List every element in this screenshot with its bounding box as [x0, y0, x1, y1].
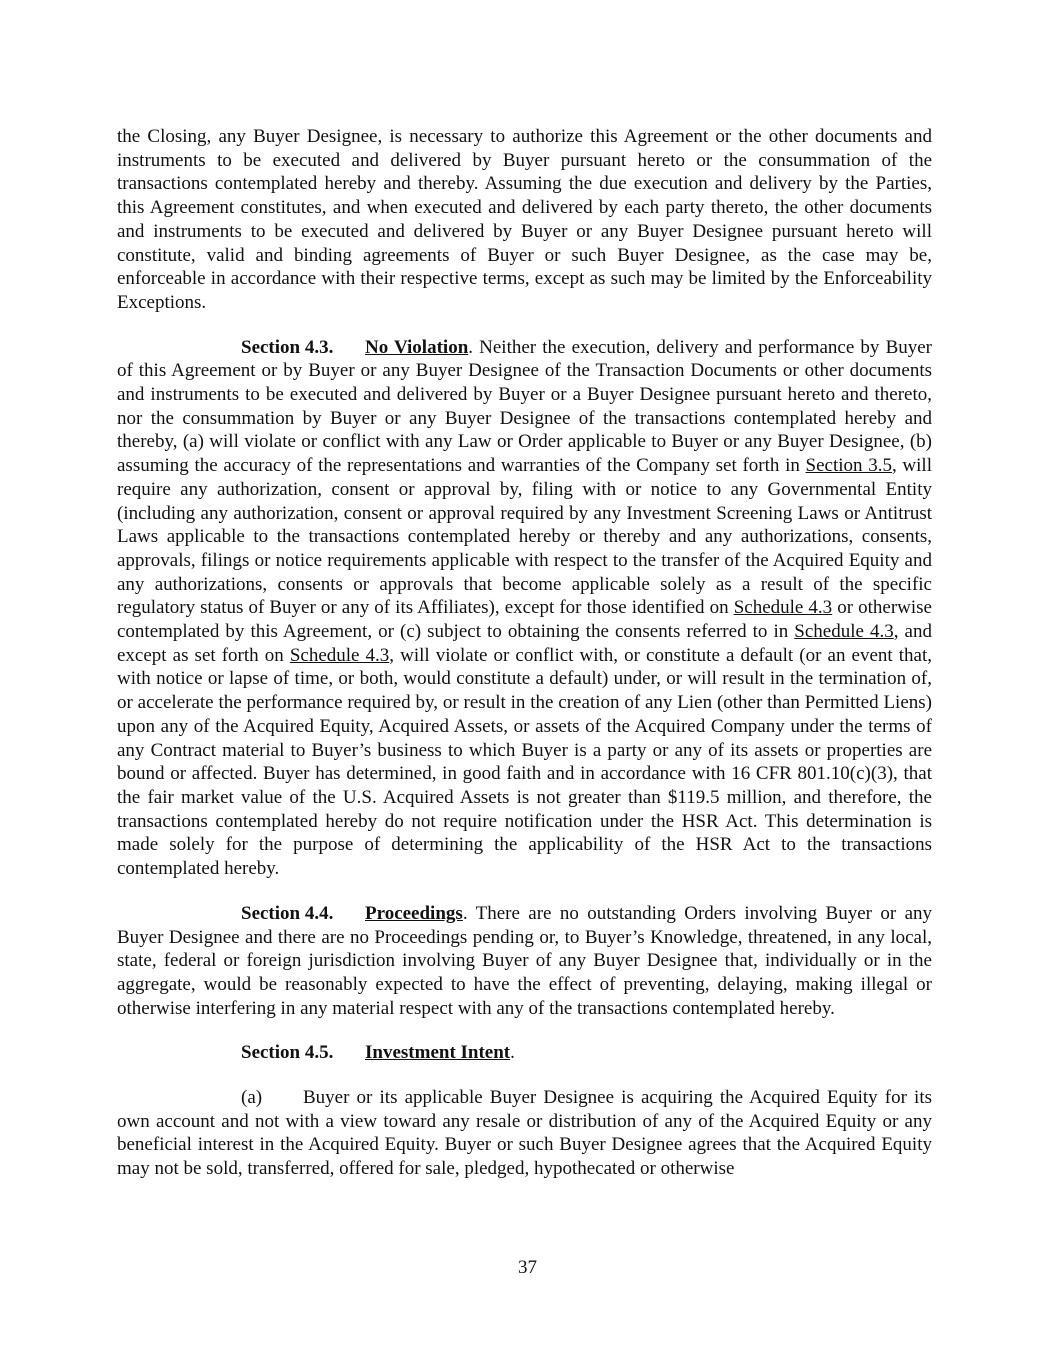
subsection-label: (a)	[241, 1087, 263, 1109]
section-number: Section 4.4.	[241, 902, 334, 924]
cross-reference-link[interactable]: Section 3.5	[805, 455, 892, 477]
section-number: Section 4.3.	[241, 336, 334, 358]
section-4-5-heading	[117, 1041, 932, 1065]
section-title: Proceedings	[365, 902, 463, 924]
page-number: 37	[518, 1257, 537, 1278]
body-text: . Neither the execution, delivery and performance by Buyer of this Agreement or by Buyer or any Buyer Designee of the Transaction Documents or other documents and instruments to be executed and delivered by Buyer or a Buyer Designee pursuant hereto and thereto, nor the consummation by Buyer or any Buyer Designee of the transactions contemplated hereby and thereby, (a) will violate or conflict with any Law or Order applicable to Buyer or any Buyer Designee, (b) assuming the accuracy of the representations and warranties of the Company set forth in	[117, 336, 932, 477]
cross-reference-link[interactable]: Schedule 4.3	[794, 621, 894, 643]
heading-punctuation: .	[510, 1042, 515, 1064]
body-text: , will require any authorization, consent or approval by, filing with or notice to any Governmental Entity (including any authorization, consent or approval required by any Investment Screening Laws or Antitrust Laws applicable to the transactions contemplated hereby or thereby and any authorizations, consents, approvals, filings or notice requirements applicable with respect to the transfer of the Acquired Equity and any authorizations, consents or approvals that become applicable solely as a result of the specific regulatory status of Buyer or any of its Affiliates), except for those identified on	[117, 455, 932, 619]
body-text: or otherwise contemplated by this Agreement, or (c) subject to obtaining the consents referred to in	[117, 597, 932, 643]
cross-reference-link[interactable]: Schedule 4.3	[733, 597, 833, 619]
section-title: Investment Intent	[365, 1042, 511, 1064]
document-page	[117, 125, 932, 1202]
section-number: Section 4.5.	[241, 1042, 334, 1064]
section-4-3-paragraph	[117, 336, 932, 881]
body-text: . There are no outstanding Orders involving Buyer or any Buyer Designee and there are no Proceedings pending or, to Buyer’s Knowledge, threatened, in any local, state, federal or foreign jurisdiction involving Buyer of any Buyer Designee that, individually or in the aggregate, would be reasonably expected to have the effect of preventing, delaying, making illegal or otherwise interfering in any material respect with any of the transactions contemplated hereby.	[117, 902, 932, 1019]
cross-reference-link[interactable]: Schedule 4.3	[289, 644, 390, 666]
section-4-5-subsection-a	[117, 1086, 932, 1181]
section-title: No Violation	[365, 336, 469, 358]
body-text: , and except as set forth on	[117, 621, 932, 666]
body-text: , will violate or conflict with, or constitute a default (or an event that, with notice or lapse of time, or both, would constitute a default) under, or will result in the termination of, or accelerate the performance required by, or result in the creation of any Lien (other than Permitted Liens) upon any of the Acquired Equity, Acquired Assets, or assets of the Acquired Company under the terms of any Contract material to Buyer’s business to which Buyer is a party or any of its assets or properties are bound or affected. Buyer has determined, in good faith and in accordance with 16 CFR 801.10(c)(3), that the fair market value of the U.S. Acquired Assets is not greater than $119.5 million, and therefore, the transactions contemplated hereby do not require notification under the HSR Act. This determination is made solely for the purpose of determining the applicability of the HSR Act to the transactions contemplated hereby.	[117, 644, 932, 880]
body-text: Buyer or its applicable Buyer Designee is acquiring the Acquired Equity for its own account and not with a view toward any resale or distribution of any of the Acquired Equity or any beneficial interest in the Acquired Equity. Buyer or such Buyer Designee agrees that the Acquired Equity may not be sold, transferred, offered for sale, pledged, hypothecated or otherwise	[117, 1087, 932, 1180]
section-4-4-paragraph	[117, 902, 932, 1021]
paragraph-continuation: the Closing, any Buyer Designee, is necessary to authorize this Agreement or the other documents and instruments to be executed and delivered by Buyer pursuant hereto or the consummation of the transactions contemplated hereby and thereby. Assuming the due execution and delivery by the Parties, this Agreement constitutes, and when executed and delivered by each party thereto, the other documents and instruments to be executed and delivered by Buyer or any Buyer Designee pursuant hereto will constitute, valid and binding agreements of Buyer or such Buyer Designee, as the case may be, enforceable in accordance with their respective terms, except as such may be limited by the Enforceability Exceptions.	[117, 126, 932, 313]
